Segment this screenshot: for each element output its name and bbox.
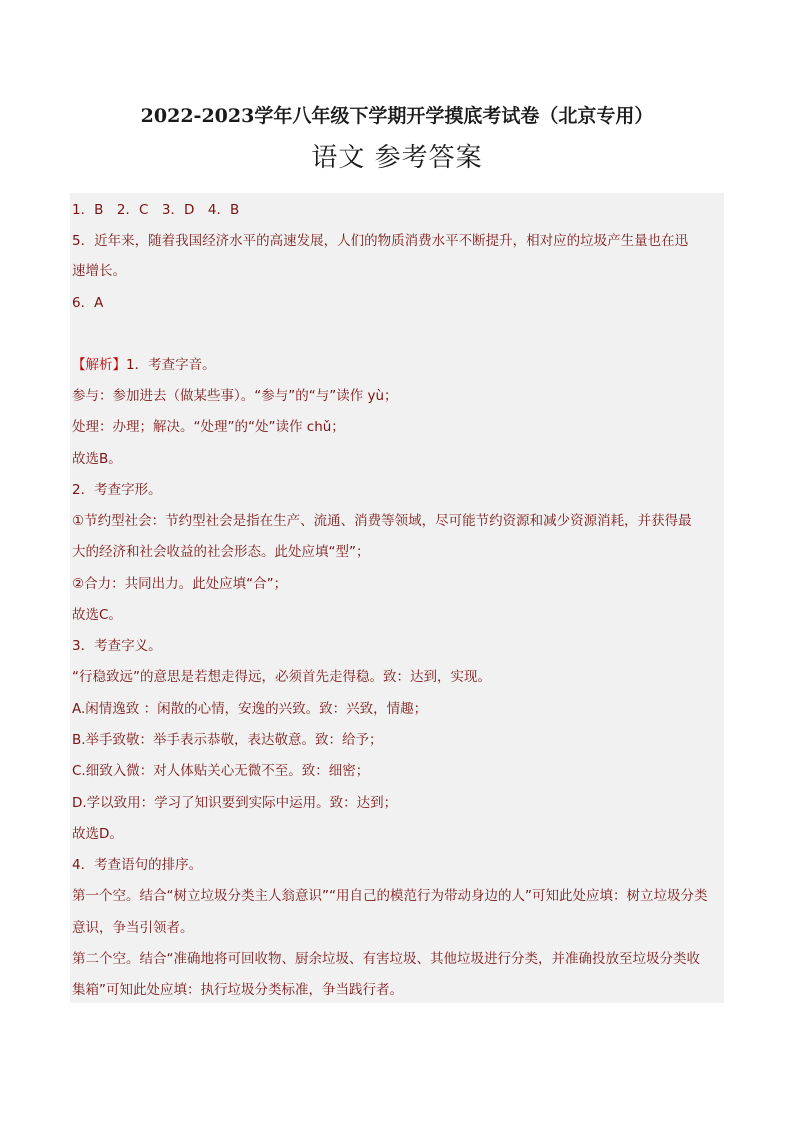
analysis-line-2: 参与：参加进去（做某些事）。“参与”的“与”读作 yù； (72, 388, 398, 404)
analysis-line-1 (72, 355, 216, 375)
analysis-q1-heading: 1．考查字音。 (126, 357, 216, 373)
document-subtitle: 语文 参考答案 (311, 143, 483, 173)
analysis-line-13: B.举手致敬：举手表示恭敬，表达敬意。致：给予； (72, 732, 383, 748)
analysis-line-20: 第二个空。结合“准确地将可回收物、厨余垃圾、有害垃圾、其他垃圾进行分类，并准确投放至垃圾分类收 (72, 951, 700, 967)
analysis-line-9: 故选C。 (72, 607, 122, 623)
analysis-line-11: “行稳致远”的意思是若想走得远，必须首先走得稳。致：达到，实现。 (72, 669, 491, 685)
analysis-line-3: 处理：办理；解决。“处理”的“处”读作 chǔ； (72, 419, 345, 435)
analysis-line-8: ②合力：共同出力。此处应填“合”； (72, 576, 288, 592)
answer-line-choices: 1．B 2．C 3．D 4．B (72, 202, 240, 218)
analysis-q4-heading: 4．考查语句的排序。 (72, 857, 203, 873)
analysis-line-6: ①节约型社会：节约型社会是指在生产、流通、消费等领域，尽可能节约资源和减少资源消耗，并获得最 (72, 513, 692, 529)
analysis-line-19: 意识，争当引领者。 (72, 920, 194, 936)
answer-line-5-cont: 速增长。 (72, 263, 126, 279)
analysis-line-16: 故选D。 (72, 826, 123, 842)
analysis-q2-heading: 2．考查字形。 (72, 482, 162, 498)
answer-line-6: 6．A (72, 295, 104, 311)
analysis-line-21: 集箱”可知此处应填：执行垃圾分类标准，争当践行者。 (72, 982, 403, 998)
analysis-line-15: D.学以致用：学习了知识要到实际中运用。致：达到； (72, 795, 398, 811)
analysis-line-12: A.闲情逸致 ：闲散的心情，安逸的兴致。致：兴致，情趣； (72, 701, 428, 717)
analysis-line-18: 第一个空。结合“树立垃圾分类主人翁意识”“用自己的模范行为带动身边的人”可知此处应填：树立垃圾分类 (72, 888, 708, 904)
analysis-line-14: C.细致入微：对人体贴关心无微不至。致：细密； (72, 763, 370, 779)
analysis-tag: 【解析】 (72, 357, 126, 373)
analysis-q3-heading: 3．考查字义。 (72, 638, 162, 654)
analysis-line-7: 大的经济和社会收益的社会形态。此处应填“型”； (72, 544, 370, 560)
answer-section (70, 193, 724, 1003)
analysis-line-4: 故选B。 (72, 451, 122, 467)
answer-line-5: 5．近年来，随着我国经济水平的高速发展，人们的物质消费水平不断提升，相对应的垃圾产生量也在迅 (72, 233, 689, 249)
document-title: 2022-2023学年八年级下学期开学摸底考试卷（北京专用） (140, 105, 654, 127)
